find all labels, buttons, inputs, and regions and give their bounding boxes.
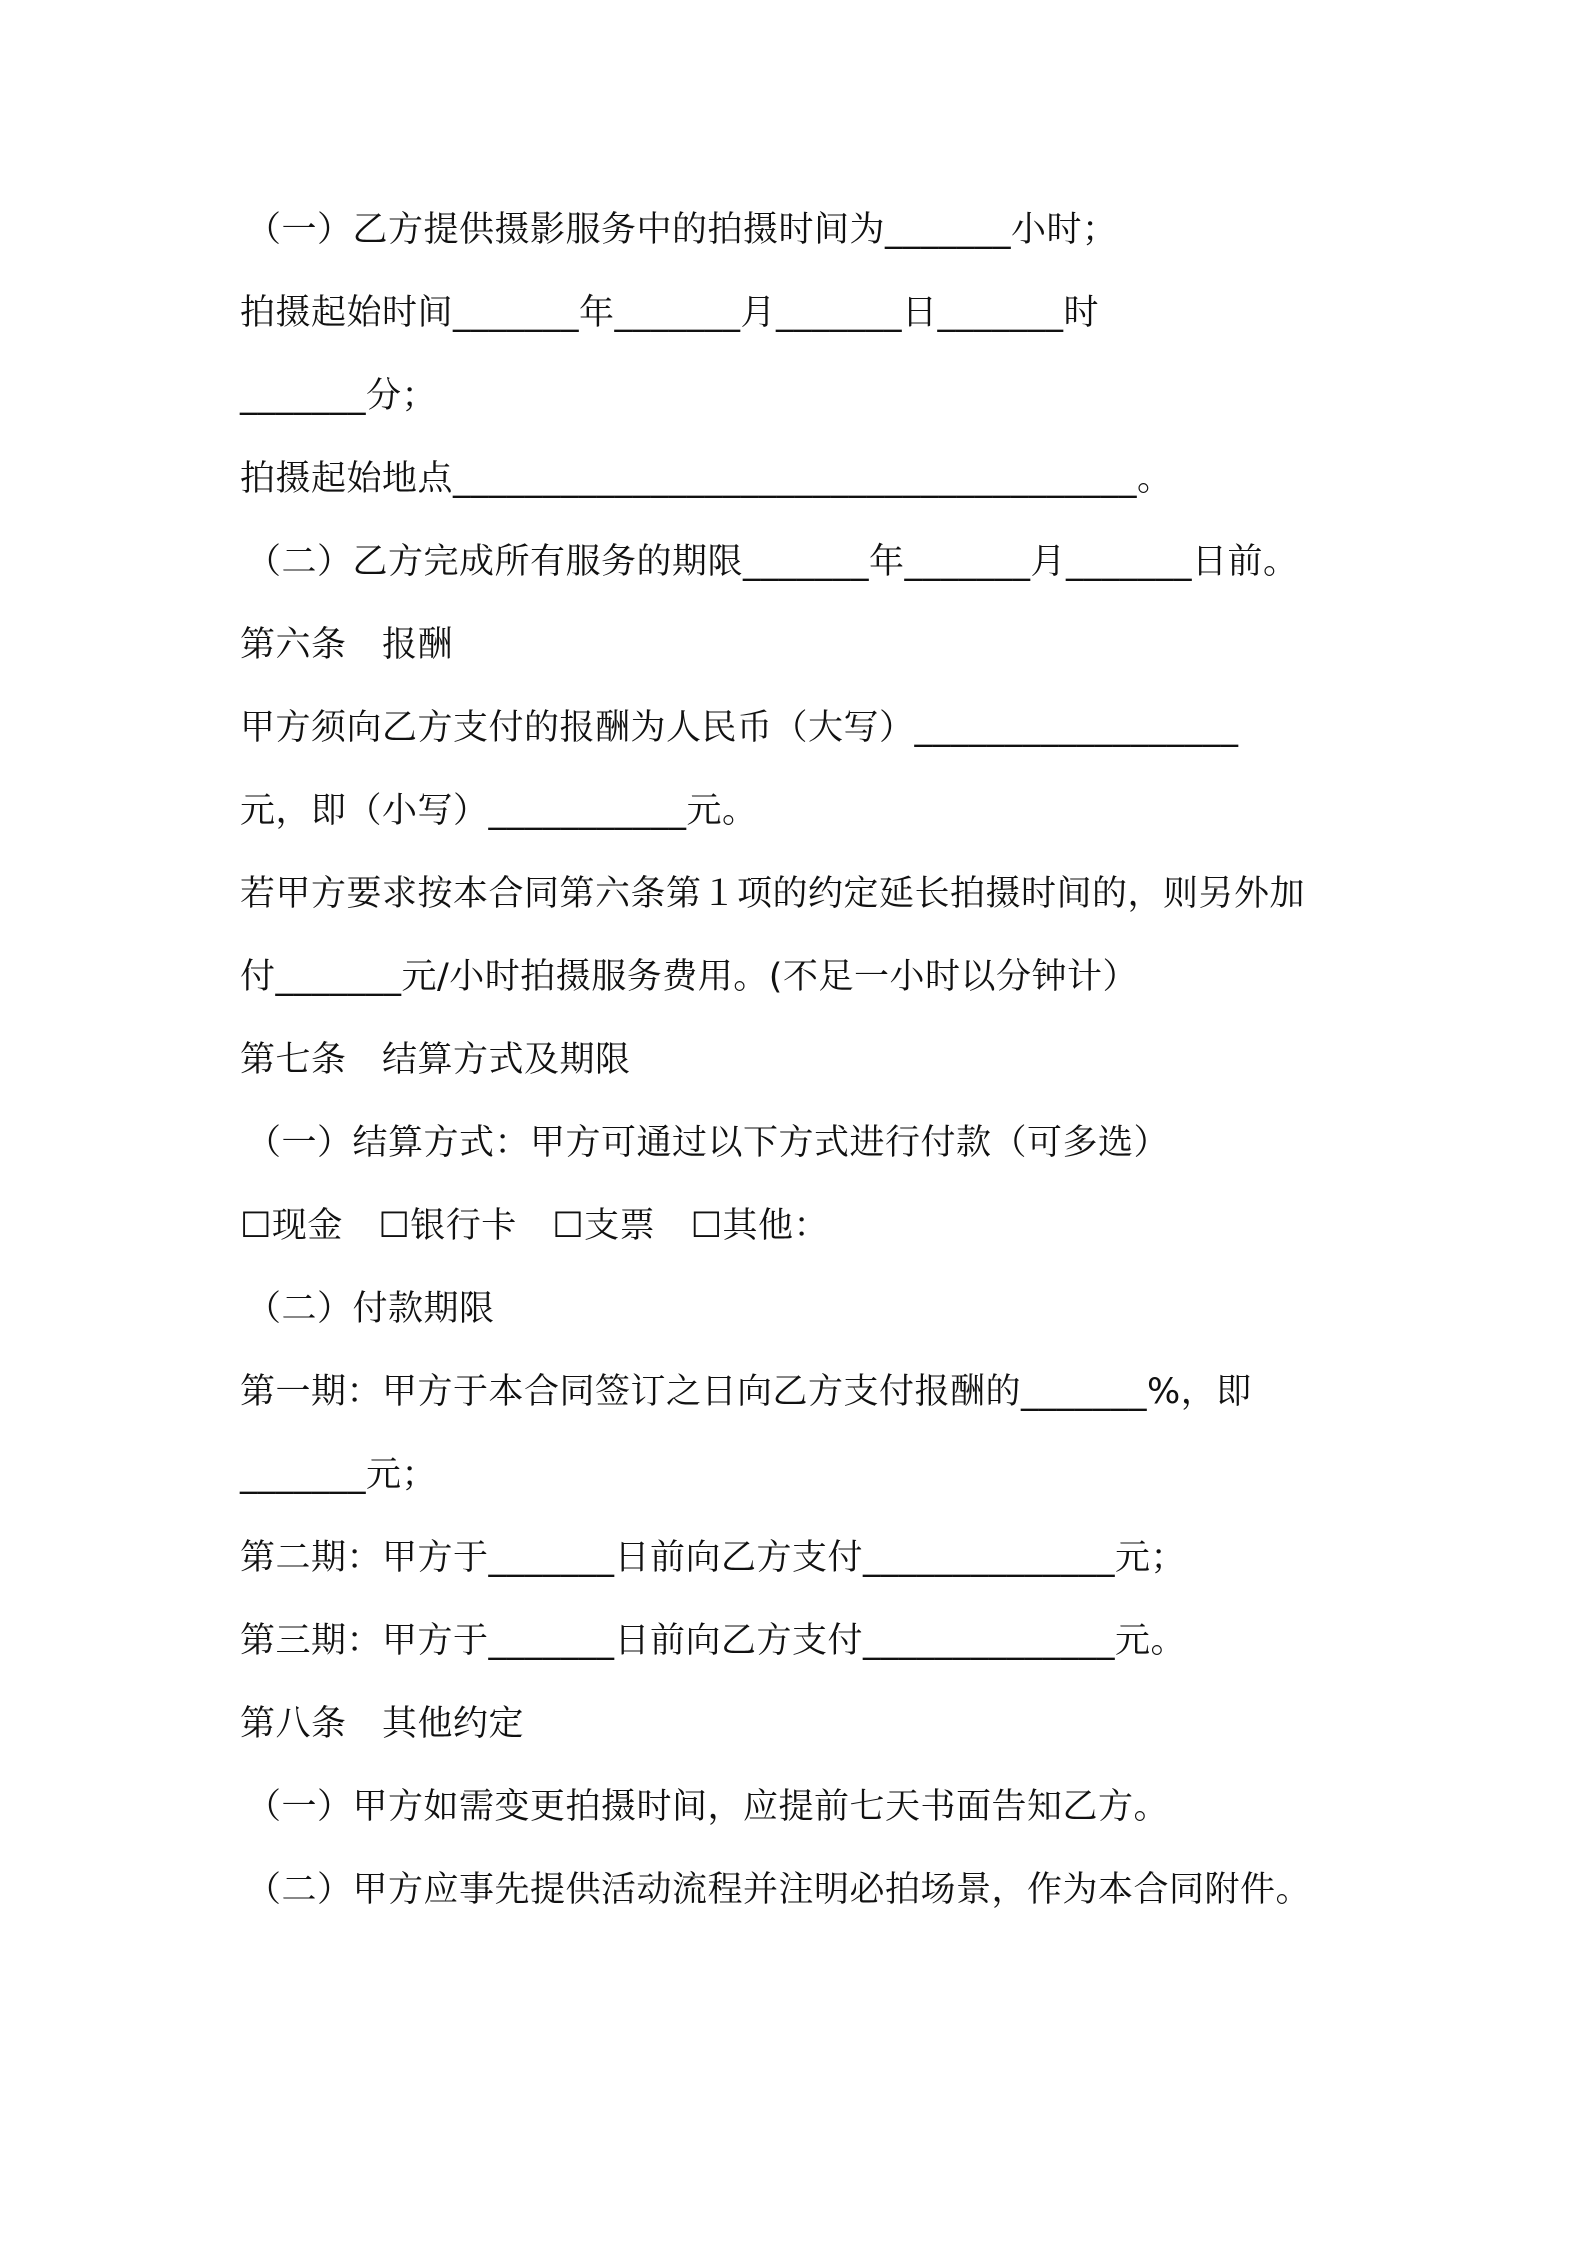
article-6-remuneration-uppercase: 甲方须向乙方支付的报酬为人民币（大写）__________________ [240,708,1239,748]
installment-2: 第二期：甲方于_______日前向乙方支付______________元； [240,1538,1187,1578]
article-6-extension-fee: 付_______元/小时拍摄服务费用。(不足一小时以分钟计） [240,957,1138,997]
clause-7-2-payment-term: （二）付款期限 [246,1289,495,1329]
article-8-heading: 第八条 其他约定 [240,1704,525,1744]
article-7-heading: 第七条 结算方式及期限 [240,1040,631,1080]
payment-method-checkboxes: ☐现金 ☐银行卡 ☐支票 ☐其他： [240,1206,830,1246]
installment-1-amount: _______元； [240,1455,438,1495]
clause-5-1-start-location: 拍摄起始地点______________________________________。 [240,459,1173,499]
installment-3: 第三期：甲方于_______日前向乙方支付______________元。 [240,1621,1187,1661]
clause-8-2-event-process: （二）甲方应事先提供活动流程并注明必拍场景，作为本合同附件。 [246,1870,1312,1910]
article-6-heading: 第六条 报酬 [240,625,454,665]
clause-5-1-shooting-duration: （一）乙方提供摄影服务中的拍摄时间为_______小时； [246,210,1118,250]
clause-5-2-service-deadline: （二）乙方完成所有服务的期限_______年_______月_______日前。 [246,542,1299,582]
clause-5-1-start-time: 拍摄起始时间_______年_______月_______日_______时 [240,293,1100,333]
clause-7-1-settlement-method: （一）结算方式：甲方可通过以下方式进行付款（可多选） [246,1123,1170,1163]
article-6-extension-clause: 若甲方要求按本合同第六条第１项的约定延长拍摄时间的，则另外加 [240,874,1306,914]
clause-8-1-change-notice: （一）甲方如需变更拍摄时间，应提前七天书面告知乙方。 [246,1787,1170,1827]
clause-5-1-start-minute: _______分； [240,376,438,416]
installment-1: 第一期：甲方于本合同签订之日向乙方支付报酬的_______%，即 [240,1372,1252,1412]
article-6-remuneration-lowercase: 元，即（小写）___________元。 [240,791,758,831]
